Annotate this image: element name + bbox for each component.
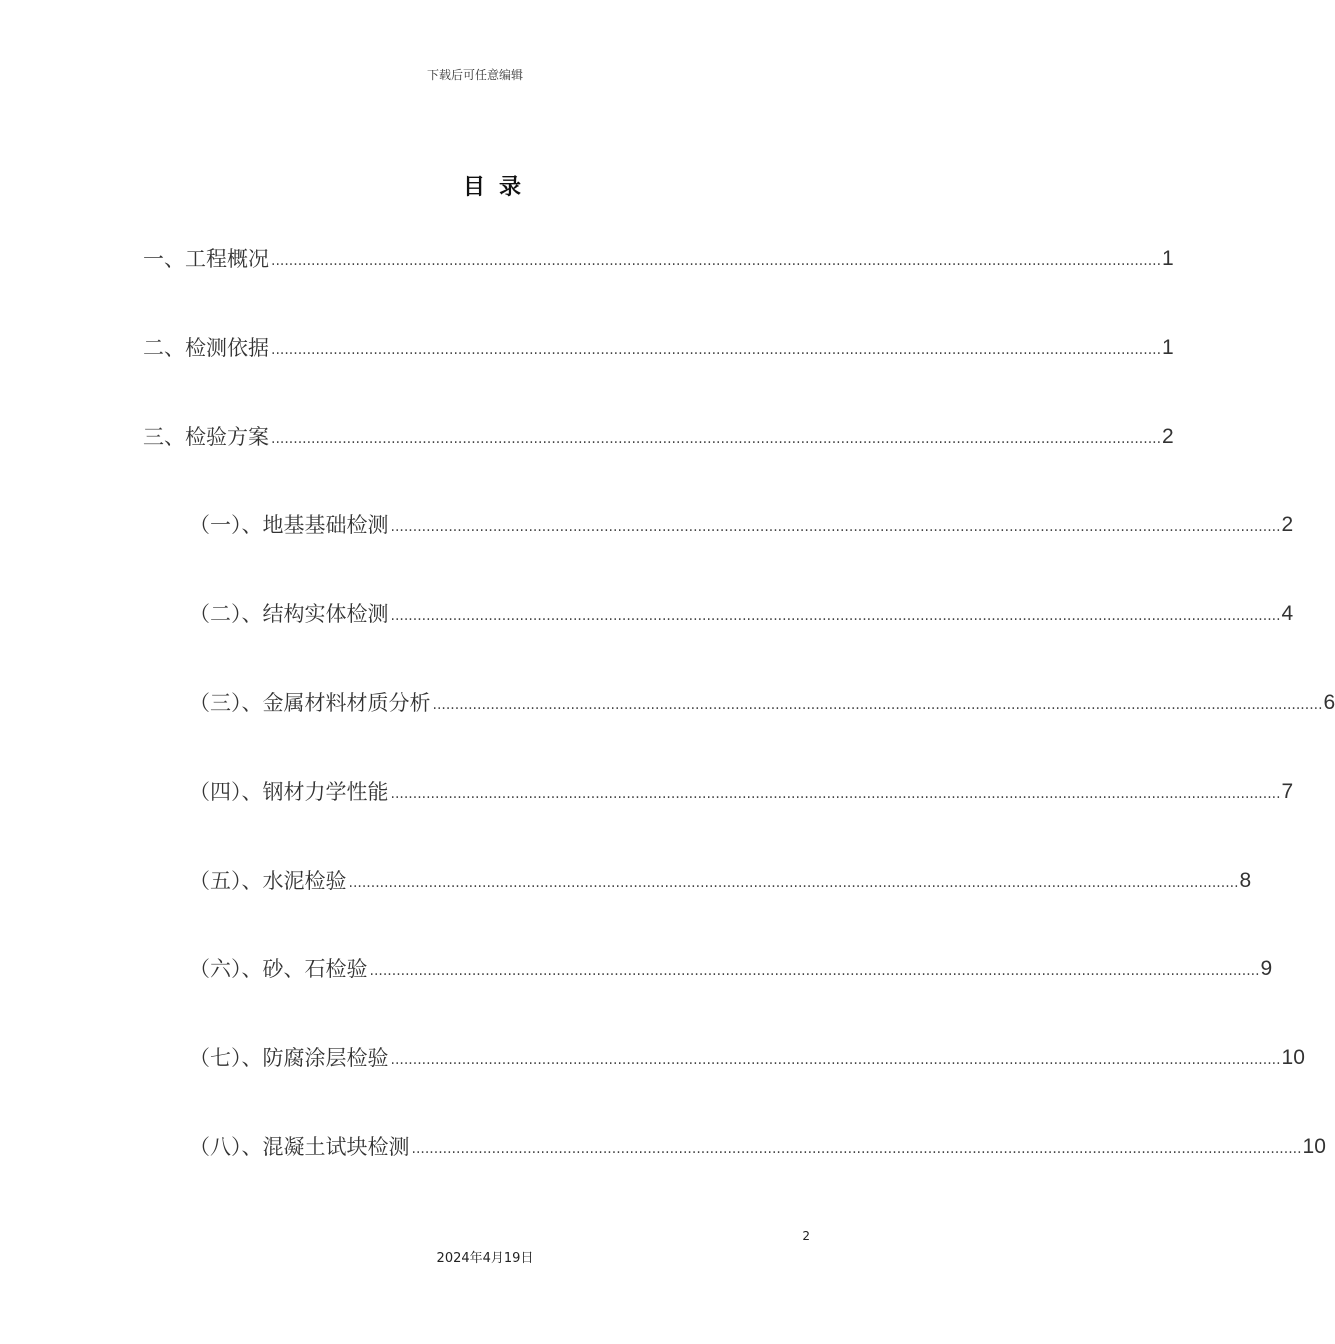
toc-entry[interactable]	[143, 333, 1174, 363]
toc-entry-page: 10	[1302, 1135, 1326, 1158]
document-title: 目录	[462, 175, 535, 200]
toc-entry[interactable]	[189, 688, 1335, 718]
toc-entry[interactable]	[189, 599, 1294, 629]
toc-entry-label: （一）、地基基础检测	[189, 513, 389, 537]
toc-entry-label: （四）、钢材力学性能	[189, 780, 389, 804]
toc-dot-leader: ........................................................................................................................................................................................................	[390, 608, 1281, 624]
toc-entry-label: 二、检测依据	[143, 336, 269, 360]
toc-entry-label: （二）、结构实体检测	[189, 602, 389, 626]
toc-entry[interactable]	[189, 1043, 1305, 1073]
toc-entry-page: 8	[1239, 869, 1252, 892]
toc-entry-label: 三、检验方案	[143, 425, 269, 449]
toc-entry-label: （八）、混凝土试块检测	[189, 1135, 410, 1159]
toc-dot-leader: ........................................................................................................................................................................................................	[390, 786, 1281, 802]
toc-entry-label: （五）、水泥检验	[189, 869, 347, 893]
toc-entry-page: 6	[1323, 691, 1335, 714]
toc-entry-label: （七）、防腐涂层检验	[189, 1046, 389, 1070]
page-header: 下载后可任意编辑	[426, 68, 523, 82]
toc-dot-leader: ........................................................................................................................................................................................................	[390, 1052, 1281, 1068]
toc-entry[interactable]	[189, 1132, 1326, 1162]
toc-dot-leader: ........................................................................................................................................................................................................	[348, 875, 1239, 891]
toc-dot-leader: ........................................................................................................................................................................................................	[411, 1141, 1302, 1157]
toc-entry[interactable]	[189, 954, 1273, 984]
toc-entry[interactable]	[189, 777, 1294, 807]
toc-entry-page: 2	[1162, 425, 1174, 448]
toc-entry-page: 4	[1281, 602, 1294, 625]
toc-entry-page: 1	[1162, 247, 1174, 270]
toc-entry-page: 9	[1260, 957, 1273, 980]
toc-dot-leader: ........................................................................................................................................................................................................	[271, 431, 1162, 447]
toc-dot-leader: ........................................................................................................................................................................................................	[390, 519, 1281, 535]
footer-date: 2024年4月19日	[436, 1251, 534, 1266]
toc-dot-leader: ........................................................................................................................................................................................................	[432, 697, 1323, 713]
toc-dot-leader: ........................................................................................................................................................................................................	[271, 342, 1162, 358]
toc-entry-label: （六）、砂、石检验	[189, 957, 368, 981]
toc-entry[interactable]	[189, 510, 1294, 540]
toc-dot-leader: ........................................................................................................................................................................................................	[271, 253, 1162, 269]
toc-dot-leader: ........................................................................................................................................................................................................	[369, 963, 1260, 979]
toc-entry-page: 2	[1281, 513, 1294, 536]
toc-entry-page: 7	[1281, 780, 1294, 803]
toc-entry-page: 10	[1281, 1046, 1305, 1069]
toc-entry-page: 1	[1162, 336, 1174, 359]
toc-entry[interactable]	[143, 244, 1174, 274]
toc-entry[interactable]	[189, 866, 1252, 896]
toc-entry-label: 一、工程概况	[143, 247, 269, 271]
toc-entry-label: （三）、金属材料材质分析	[189, 691, 431, 715]
page-number: 2	[802, 1229, 810, 1243]
toc-entry[interactable]	[143, 422, 1174, 452]
